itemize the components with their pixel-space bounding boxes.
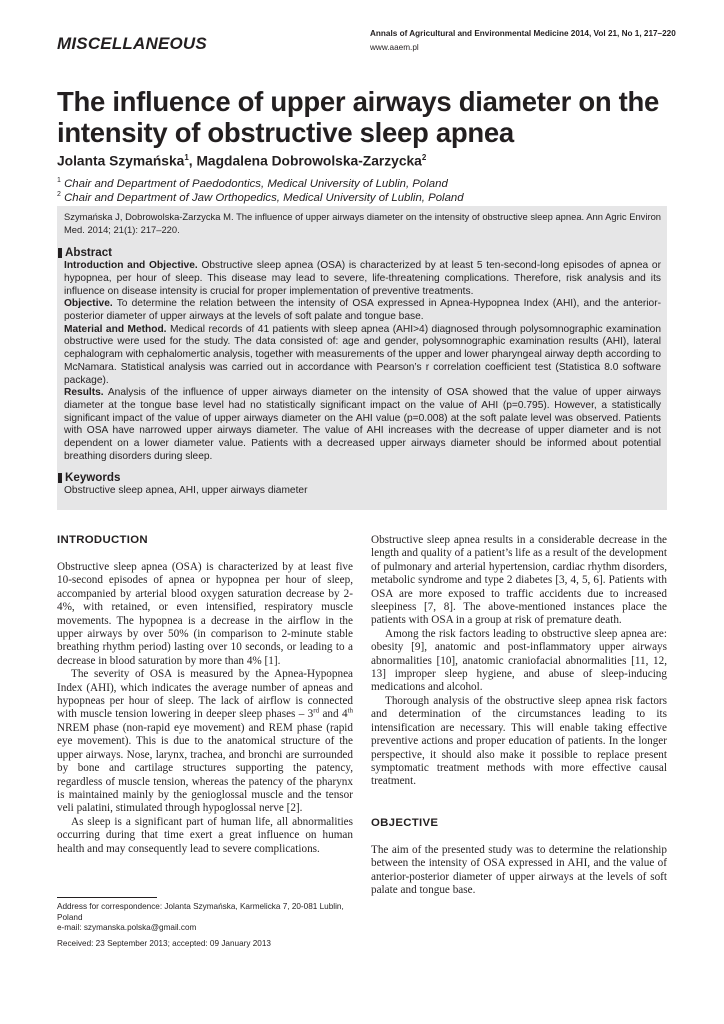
abstract-section-label: Objective.	[64, 298, 113, 310]
paragraph-text: and 4	[319, 708, 348, 721]
abstract-section-label: Material and Method.	[64, 323, 167, 335]
abstract-section-text: Medical records of 41 patients with sleep apnea (AHI>4) diagnosed through polysomnographic examination obstructive were used for the study. The data consisted of: age and gender, polysomnographic examination results (AHI), lateral cephalogram with cephalomertic analysis, together with measurements of the upper and lower pharyngeal airway depth according to McNamara. Statistical analysis was carried out in accordance with Pearson’s r correlation coefficient test (Statistica 8.0 software package).	[64, 323, 661, 386]
paragraph-text: The severity of OSA is measured by the Apnea-Hypopnea Index (AHI), which indicates the average number of apneas and hypopneas per hour of sleep. The lack of airflow is connected with muscle tension lowering in deeper sleep phases – 3	[57, 668, 353, 721]
received-accepted-dates: Received: 23 September 2013; accepted: 09 January 2013	[57, 939, 271, 948]
affiliation-number: 2	[57, 191, 61, 198]
abstract-section-label: Results.	[64, 387, 104, 399]
body-paragraph: As sleep is a significant part of human life, all abnormalities occurring during that time exert a great influence on human health and may consequently lead to severe complications.	[57, 815, 353, 855]
introduction-heading: INTRODUCTION	[57, 534, 148, 546]
body-paragraph: Among the risk factors leading to obstructive sleep apnea are: obesity [9], anatomic and post-inflammatory upper airways abnormalities [10], anatomic craniofacial abnormalities [11, 12, 13] improper sleep hygiene, and abuse of sleep-inducing medications and alcohol.	[371, 627, 667, 694]
abstract-section-label: Introduction and Objective.	[64, 260, 198, 272]
correspondence-address: Address for correspondence: Jolanta Szymańska, Karmelicka 7, 20-081 Lublin, Poland	[57, 902, 344, 922]
abstract-section-text: Obstructive sleep apnea (OSA) is characterized by at least 5 ten-second-long episodes of apnea or hypopnea, per hour of sleep. This disease may lead to severe, life-threatening complications. Therefore, risk analysis and its influence on disease intensity is crucial for proper implementation of preventive treatments.	[64, 260, 661, 297]
affiliation-text: Chair and Department of Jaw Orthopedics, Medical University of Lublin, Poland	[64, 191, 464, 204]
abstract-box	[57, 206, 667, 510]
body-paragraph: Obstructive sleep apnea (OSA) is characterized by at least five 10-second episodes of apnea or hypopnea per hour of sleep, accompanied by arterial blood oxygen saturation decrease by 2-4%, with retained, or even intensified, respiratory muscle movements. The hypopnea is a decrease in the airflow in the upper airways by over 50% (in comparison to 2-minute stable breathing rhythm period) lasting over 10 seconds, or leading to a decrease in blood saturation by more than 4% [1].	[57, 561, 353, 667]
body-paragraph	[57, 668, 353, 815]
heading-marker-icon	[58, 248, 62, 258]
author-name: Magdalena Dobrowolska-Zarzycka	[196, 153, 422, 169]
article-citation: Szymańska J, Dobrowolska-Zarzycka M. The influence of upper airways diameter on the intensity of obstructive sleep apnea. Ann Agric Environ Med. 2014; 21(1): 217–220.	[64, 211, 661, 235]
author-affiliation-marker: 1	[184, 153, 189, 162]
objective-heading: OBJECTIVE	[371, 816, 439, 829]
abstract-heading-text: Abstract	[65, 246, 113, 260]
affiliation-text: Chair and Department of Paedodontics, Medical University of Lublin, Poland	[64, 177, 448, 190]
journal-website: www.aaem.pl	[370, 43, 419, 52]
ordinal-suffix: rd	[313, 706, 320, 715]
correspondence-email: e-mail: szymanska.polska@gmail.com	[57, 923, 197, 932]
body-paragraph: The aim of the presented study was to determine the relationship between the intensity of OSA expressed in AHI, and the value of anterior-posterior diameter of upper airways at the levels of soft palate and tongue base.	[371, 843, 667, 896]
section-label: MISCELLANEOUS	[57, 34, 207, 53]
paragraph-text: NREM phase (non-rapid eye movement) and REM phase (rapid eye movement). This is due to the anatomical structure of the upper airways. Nose, larynx, trachea, and bronchi are surrounded by bone and cartilage structures supporting the patency, regardless of muscle tension, whereas the patency of the pharynx is maintained mainly by the genioglossal muscle and the tensor veli palatini, stimulated through hypoglossal nerve [2].	[57, 721, 353, 815]
heading-marker-icon	[58, 473, 62, 483]
affiliation-number: 1	[57, 177, 61, 184]
abstract-section-introduction	[64, 260, 661, 298]
abstract-section-methods	[64, 324, 661, 388]
body-column-right	[371, 534, 667, 897]
author-name: Jolanta Szymańska	[57, 153, 185, 169]
keywords-heading-text: Keywords	[65, 471, 121, 485]
affiliation	[57, 191, 464, 204]
affiliation	[57, 177, 448, 190]
abstract-heading	[58, 246, 661, 259]
footnote-divider	[57, 897, 157, 898]
body-column-left	[57, 534, 353, 856]
author-affiliation-marker: 2	[421, 153, 427, 162]
abstract-section-text: To determine the relation between the intensity of OSA expressed in Apnea-Hypopnea Index (AHI), and the anterior-posterior diameter of upper airways at the levels of soft palate and tongue base.	[64, 298, 661, 322]
abstract-section-text: Analysis of the influence of upper airways diameter on the intensity of OSA showed that the value of upper airways diameter at the tongue base level had no statistically significant impact on the value of AHI (p=0.795). However, a statistically significant impact of the value of upper airways diameter on the AHI value (p=0.008) at the soft palate level was observed. Patients with OSA have narrowed upper airways diameter. The value of AHI increases with the decrease of upper diameter and is not dependent on a lower diameter value. Patients with a decreased upper airways diameter should be informed about potential breathing disorders during sleep.	[64, 387, 661, 462]
keywords-list: Obstructive sleep apnea, AHI, upper airways diameter	[64, 485, 308, 497]
abstract-section-results	[64, 387, 661, 463]
keywords-heading	[58, 471, 661, 484]
author-list	[57, 153, 426, 169]
ordinal-suffix: th	[347, 706, 353, 715]
author-separator: ,	[188, 153, 197, 169]
body-paragraph: Obstructive sleep apnea results in a considerable decrease in the length and quality of a patient’s life as a result of the development of pulmonary and arterial hypertension, cardiac rhythm disorders, metabolic syndrome and type 2 diabetes [3, 4, 5, 6]. Patients with OSA are more exposed to traffic accidents due to increased sleepiness [7, 8]. The above-mentioned instances place the patients with OSA in a group at risk of premature death.	[371, 534, 667, 627]
article-title: The influence of upper airways diameter on the intensity of obstructive sleep apnea	[57, 86, 660, 148]
journal-citation-header: Annals of Agricultural and Environmental Medicine 2014, Vol 21, No 1, 217–220	[370, 29, 676, 38]
abstract-section-objective	[64, 298, 661, 323]
body-paragraph: Thorough analysis of the obstructive sleep apnea risk factors and determination of the circumstances leading to its intensification are necessary. This will enable taking effective preventive actions and proper education of patients. In the longer perspective, it should also make it possible to replace present symptomatic treatment methods with more effective causal treatment.	[371, 694, 667, 788]
